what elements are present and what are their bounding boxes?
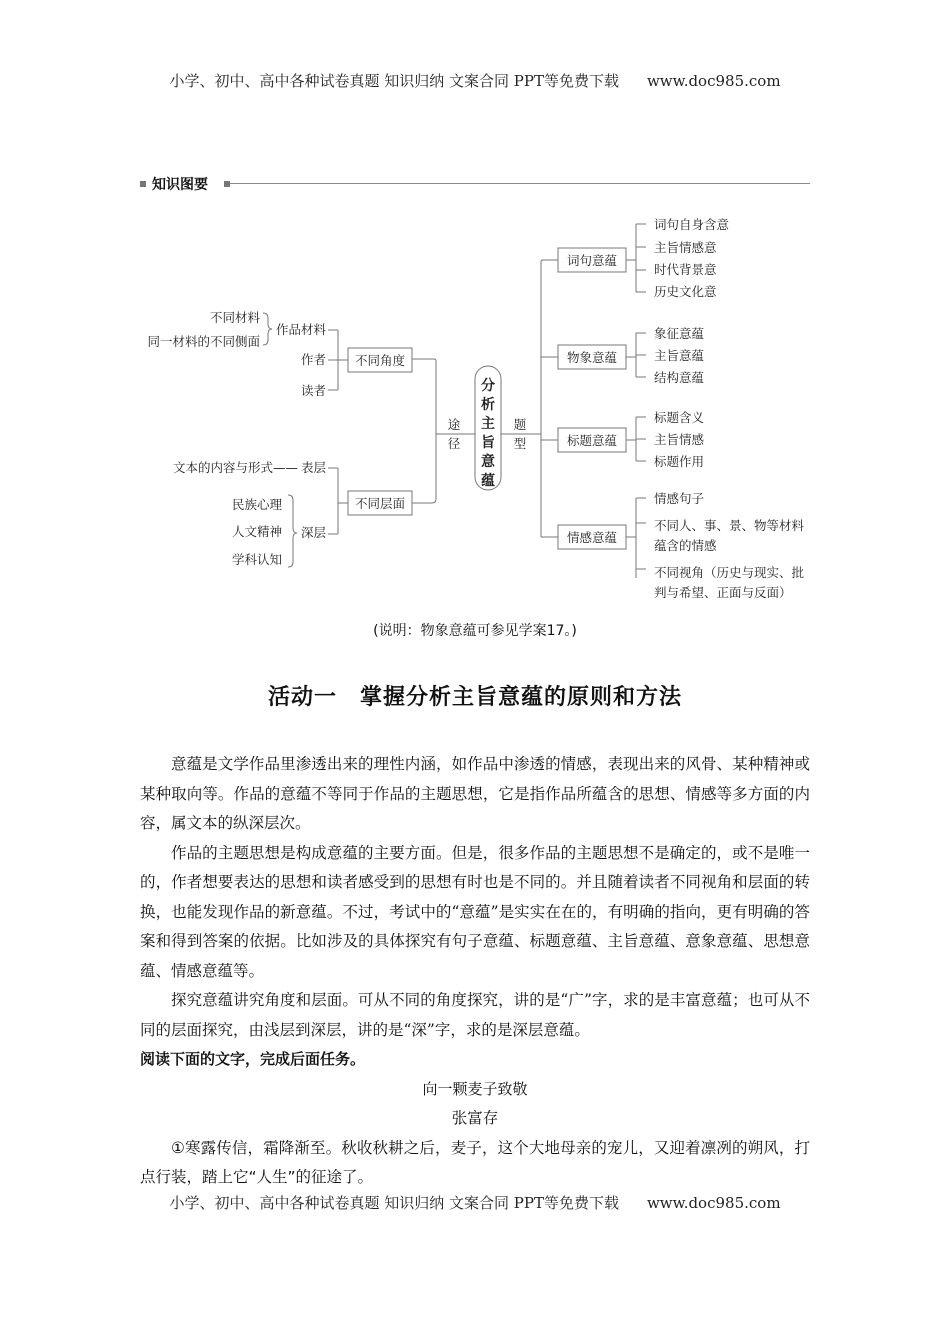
mm-sub-item: 不同材料 — [209, 310, 260, 325]
mm-sub-item: 民族心理 — [231, 497, 282, 512]
mm-type-item: 主旨情感 — [654, 432, 705, 447]
mm-prefix: 文本的内容与形式—— — [172, 460, 298, 475]
mm-link — [626, 498, 646, 578]
task-instruction: 阅读下面的文字，完成后面任务。 — [140, 1050, 366, 1068]
mm-type-item: 判与希望、正面与反面） — [654, 585, 792, 600]
mm-sub-item: 同一材料的不同侧面 — [147, 334, 260, 349]
mm-type-item: 主旨意蕴 — [654, 348, 705, 363]
mm-sub-item: 学科认知 — [231, 552, 282, 567]
mm-right-connector-char: 型 — [513, 436, 527, 451]
header-url: www.doc985.com — [646, 72, 781, 90]
mm-way-child: 深层 — [300, 525, 326, 540]
passage-title: 向一颗麦子致敬 — [422, 1079, 528, 1098]
section-marker-icon — [140, 181, 146, 187]
mm-link — [328, 330, 348, 390]
mm-type-item: 标题含义 — [654, 410, 705, 425]
paragraph: 意蕴是文学作品里渗透出来的理性内涵，如作品中渗透的情感，表现出来的风骨、某种精神或某种取向等。作品的意蕴不等同于作品的主题思想，它是指作品所蕴含的思想、情感等多方面的内容，属文本的纵深层次。 — [140, 755, 810, 832]
passage-author: 张富存 — [451, 1109, 499, 1127]
paragraph: 探究意蕴讲究角度和层面。可从不同的角度探究，讲的是“广”字，求的是丰富意蕴；也可从不同的层面探究，由浅层到深层，讲的是“深”字，求的是深层意蕴。 — [140, 991, 810, 1039]
activity-title: 活动一 掌握分析主旨意蕴的原则和方法 — [267, 685, 682, 710]
mm-center-char: 分 — [481, 378, 495, 394]
main-text — [140, 750, 810, 1193]
mm-right-connector-char: 题 — [513, 417, 527, 432]
mm-type-item: 情感句子 — [654, 491, 705, 506]
paragraph: 作品的主题思想是构成意蕴的主要方面。但是，很多作品的主题思想不是确定的，或不是唯一的，作者想要表达的思想和读者感受到的思想有时也是不同的。并且随着读者不同视角和层面的转换，也能发现作品的新意蕴。不过，考试中的“意蕴”是实实在在的，有明确的指向，更有明确的答案和得到答案的依据。比如涉及的具体探究有句子意蕴、标题意蕴、主旨意蕴、意象意蕴、思想意蕴、情感意蕴等。 — [140, 843, 810, 980]
passage-paragraph: ①寒露传信，霜降渐至。秋收秋耕之后，麦子，这个大地母亲的宠儿，又迎着凛冽的朔风，打点行装，踏上它“人生”的征途了。 — [140, 1138, 810, 1186]
mm-way-label: 不同层面 — [354, 496, 406, 511]
mind-map — [0, 200, 950, 610]
section-divider — [230, 183, 810, 184]
mm-brace-icon — [288, 495, 297, 567]
mm-way-child: 表层 — [300, 460, 326, 475]
mm-link — [626, 333, 646, 377]
mm-link — [626, 224, 646, 292]
mm-type-item: 词句自身含意 — [654, 217, 730, 232]
page-footer — [0, 1192, 950, 1213]
diagram-note: (说明：物象意蕴可参见学案17。) — [373, 623, 577, 639]
mm-link — [412, 359, 475, 503]
header-text: 小学、初中、高中各种试卷真题 知识归纳 文案合同 PPT等免费下载 — [169, 72, 619, 90]
mm-left-connector-char: 径 — [447, 436, 461, 451]
mm-brace-icon — [263, 313, 272, 345]
mm-type-item: 标题作用 — [654, 454, 705, 469]
mm-link — [328, 468, 348, 534]
mm-type-item: 不同视角（历史与现实、批 — [654, 565, 805, 580]
mm-link — [501, 260, 558, 537]
mm-type-item: 象征意蕴 — [654, 326, 705, 341]
mm-center-char: 析 — [481, 397, 495, 413]
page-header — [0, 70, 950, 91]
mm-type-label: 情感意蕴 — [566, 530, 618, 545]
mm-type-item: 蕴含的情感 — [654, 538, 717, 553]
footer-url: www.doc985.com — [646, 1194, 781, 1212]
footer-text: 小学、初中、高中各种试卷真题 知识归纳 文案合同 PPT等免费下载 — [169, 1194, 619, 1212]
mm-center-char: 主 — [481, 416, 495, 432]
mm-left-connector-char: 途 — [447, 417, 461, 432]
mm-center-char: 意 — [481, 454, 495, 470]
mm-type-item: 不同人、事、景、物等材料 — [654, 518, 805, 533]
mm-way-child: 作品材料 — [275, 322, 326, 337]
section-title: 知识图要 — [152, 177, 208, 193]
mm-center-char: 蕴 — [481, 473, 495, 489]
mm-way-child: 作者 — [300, 352, 326, 367]
mm-sub-item: 人文精神 — [231, 524, 282, 539]
mm-type-item: 历史文化意 — [654, 284, 717, 299]
mm-type-label: 词句意蕴 — [566, 253, 618, 268]
mm-center-char: 旨 — [481, 435, 495, 451]
mm-link — [626, 417, 646, 461]
section-marker-icon — [224, 181, 230, 187]
mm-type-label: 物象意蕴 — [566, 350, 618, 365]
mm-type-item: 时代背景意 — [654, 262, 717, 277]
mm-type-label: 标题意蕴 — [566, 433, 618, 448]
mm-type-item: 结构意蕴 — [654, 370, 705, 385]
mm-way-child: 读者 — [300, 383, 326, 398]
mm-type-item: 主旨情感意 — [654, 240, 717, 255]
mm-way-label: 不同角度 — [354, 353, 406, 368]
